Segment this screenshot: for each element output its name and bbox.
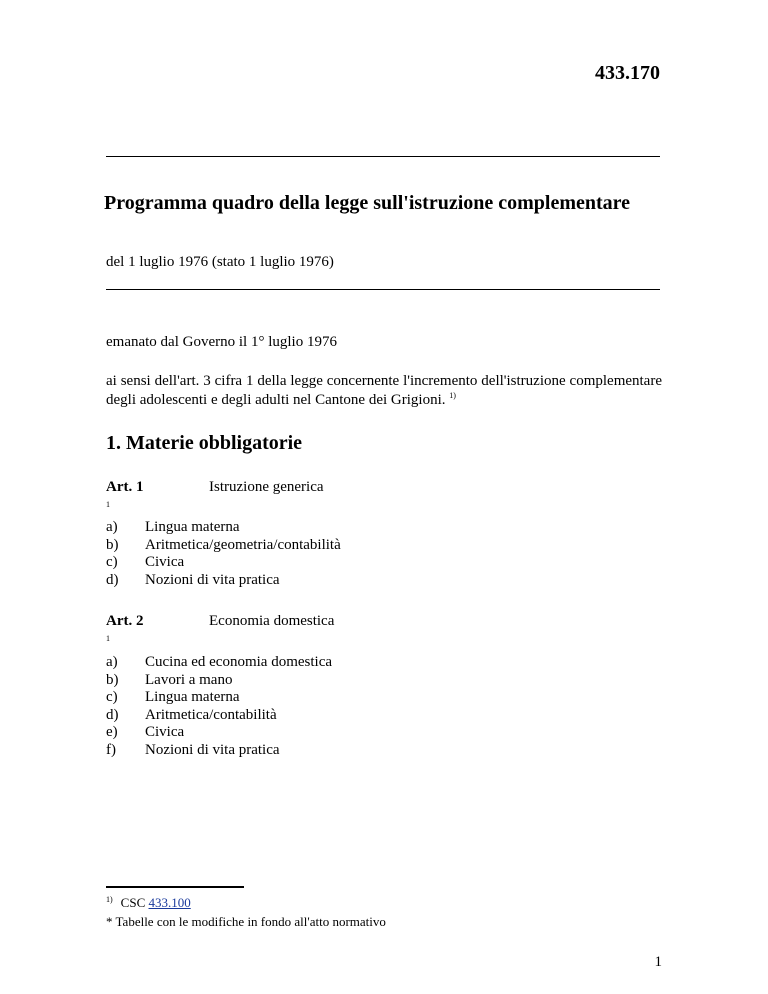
page-number: 1 — [654, 954, 662, 970]
document-number: 433.170 — [595, 62, 660, 84]
list-item — [106, 689, 332, 707]
footnote-1 — [106, 895, 191, 911]
legal-basis-text: ai sensi dell'art. 3 cifra 1 della legge concernente l'incremento dell'istruzione complementare degli adolescenti e degli adulti nel Cantone dei Grigioni. — [106, 373, 662, 408]
date-line: del 1 luglio 1976 (stato 1 luglio 1976) — [106, 254, 334, 270]
list-text: Aritmetica/geometria/contabilità — [145, 536, 341, 553]
list-text: Civica — [145, 554, 185, 570]
list-item — [106, 672, 332, 690]
list-letter: c) — [106, 554, 118, 570]
footnote-2: * Tabelle con le modifiche in fondo all'atto normativo — [106, 914, 386, 929]
footnote-reference: 1) — [449, 391, 456, 400]
footnote-mark: 1) — [106, 894, 113, 904]
list-item — [106, 724, 332, 742]
list-text: Civica — [145, 724, 185, 740]
list-letter: a) — [106, 654, 118, 670]
section-heading: 1. Materie obbligatorie — [106, 432, 303, 454]
list-letter: b) — [106, 536, 119, 553]
list-text: Nozioni di vita pratica — [145, 741, 280, 758]
list-text: Aritmetica/contabilità — [145, 706, 277, 723]
article-list — [106, 519, 341, 589]
article-title: Economia domestica — [209, 613, 335, 629]
article-list — [106, 654, 332, 759]
list-letter: d) — [106, 706, 119, 723]
list-item — [106, 654, 332, 672]
list-letter: b) — [106, 671, 119, 688]
footnote-separator — [106, 886, 244, 888]
footnote-link[interactable]: 433.100 — [148, 895, 191, 910]
list-item — [106, 572, 341, 590]
title-rule — [106, 289, 660, 290]
legal-basis-paragraph — [106, 372, 662, 410]
list-letter: f) — [106, 741, 116, 758]
article-title: Istruzione generica — [209, 479, 324, 495]
list-item — [106, 742, 332, 760]
list-text: Lavori a mano — [145, 671, 233, 688]
document-title: Programma quadro della legge sull'istruzione complementare — [104, 192, 631, 214]
list-letter: c) — [106, 689, 118, 705]
list-item — [106, 707, 332, 725]
list-text: Lingua materna — [145, 689, 240, 705]
article-label: Art. 1 — [106, 479, 144, 495]
list-item — [106, 554, 341, 572]
list-item — [106, 537, 341, 555]
list-text: Lingua materna — [145, 519, 240, 535]
article-heading — [106, 479, 324, 496]
top-rule — [106, 156, 660, 157]
paragraph-number: 1 — [106, 500, 110, 509]
footnote-prefix: CSC — [120, 895, 146, 910]
issued-line: emanato dal Governo il 1° luglio 1976 — [106, 334, 337, 350]
paragraph-number: 1 — [106, 634, 110, 643]
article-label: Art. 2 — [106, 613, 144, 629]
list-text: Cucina ed economia domestica — [145, 654, 333, 670]
list-letter: d) — [106, 571, 119, 588]
article-heading — [106, 613, 334, 630]
list-item — [106, 519, 341, 537]
list-letter: a) — [106, 519, 118, 535]
list-text: Nozioni di vita pratica — [145, 571, 280, 588]
list-letter: e) — [106, 724, 118, 740]
